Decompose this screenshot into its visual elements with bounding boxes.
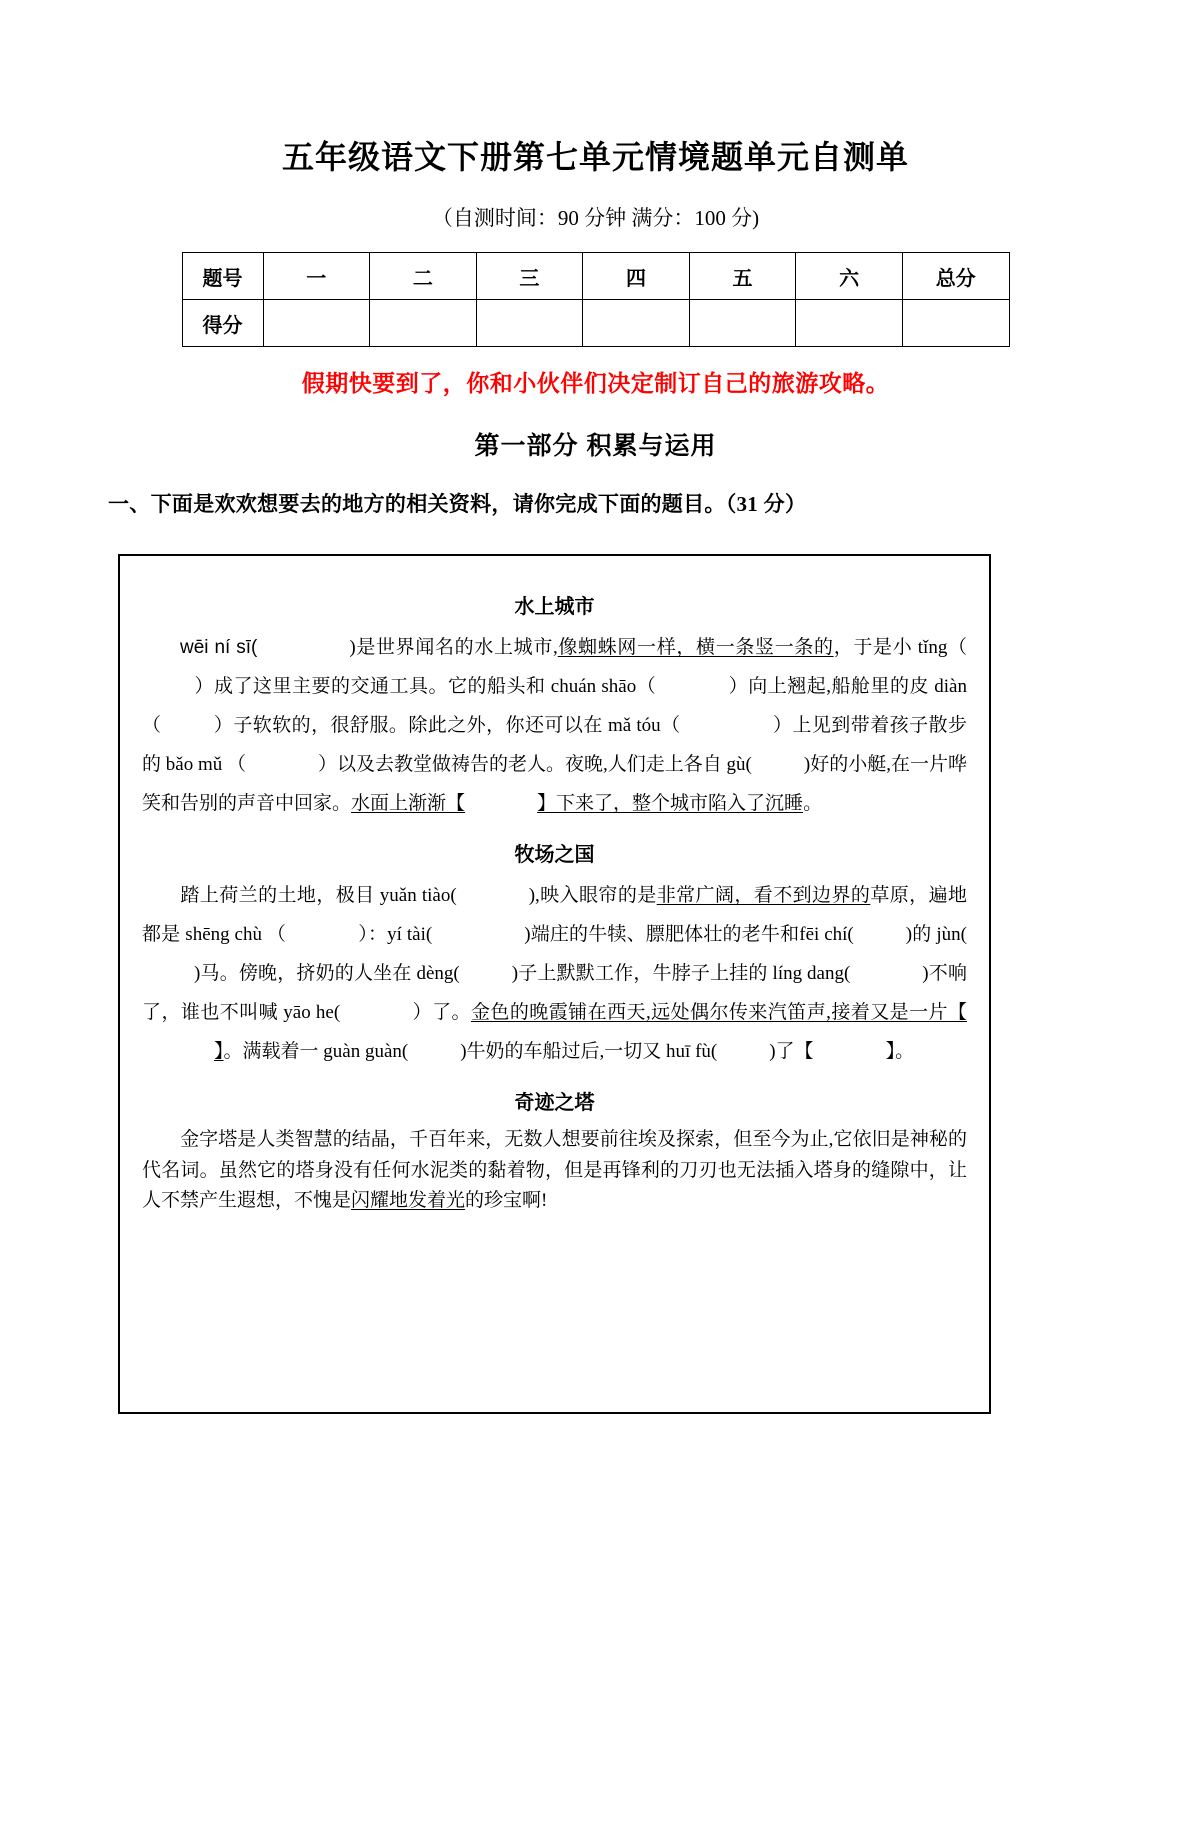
text-run: ）以及去教堂做祷告的老人。 xyxy=(317,754,566,776)
text-run: ）上见到带着孩子散步的 bǎo mǔ （ xyxy=(142,715,967,776)
score-cell-5[interactable] xyxy=(689,300,796,347)
text-run: 草原，遍地都是 shēng chù （ xyxy=(142,885,967,946)
material-section-body-2 xyxy=(142,877,967,1072)
text-run: ),映入眼帘的是 xyxy=(528,885,657,907)
material-section-body-3 xyxy=(142,1125,967,1217)
underlined-phrase: 】下来了，整个城市陷入了沉睡 xyxy=(537,793,804,815)
text-run: )端庄的牛犊、膘肥体壮的老牛和 xyxy=(524,924,800,946)
underlined-phrase: 非常广阔，看不到边界的 xyxy=(656,885,871,907)
table-row xyxy=(182,253,1009,300)
text-run: （ xyxy=(660,715,681,737)
question-one-text: 一、下面是欢欢想要去的地方的相关资料，请你完成下面的题目。（31 分） xyxy=(108,492,807,517)
score-cell-6[interactable] xyxy=(796,300,903,347)
text-run: )牛奶 xyxy=(460,1040,505,1062)
col-header-5: 五 xyxy=(689,253,796,300)
page-title: 五年级语文下册第七单元情境题单元自测单 xyxy=(281,139,909,175)
row-label-score: 得分 xyxy=(182,300,263,347)
text-run: )子上默默工作，牛脖子 xyxy=(511,962,711,984)
text-run: 它依旧是神秘的代名词。虽然它的塔身没有任何水泥类的黏着物，但是再锋利的刀刃 xyxy=(142,1128,967,1181)
material-section-title-1: 水上城市 xyxy=(514,596,595,619)
text-run: ）向上翘 xyxy=(728,676,807,698)
text-run: 也无法插入塔身的缝隙中，让人不禁产生遐想，不愧是 xyxy=(142,1159,967,1212)
row-label-question-number: 题号 xyxy=(182,253,263,300)
col-header-3: 三 xyxy=(476,253,583,300)
text-run: 。满载着一 guàn guàn( xyxy=(223,1040,409,1062)
exam-subtitle: （自测时间：90 分钟 满分：100 分) xyxy=(431,206,760,231)
exam-page xyxy=(0,138,1191,1822)
text-run: ）子软软的，很舒服。除此之外，你还可以在 mǎ tóu xyxy=(213,715,661,737)
text-run: 金字塔是人类智慧的结晶，千百年来，无数人想要前往埃及探索，但至今为止, xyxy=(180,1128,834,1150)
text-run: )马。傍晚，挤奶的人坐在 dèng( xyxy=(194,962,460,984)
text-run: 上挂的 líng dang( xyxy=(710,962,851,984)
col-header-1: 一 xyxy=(263,253,370,300)
text-run: ）：yí tài( xyxy=(358,924,433,946)
score-cell-1[interactable] xyxy=(263,300,370,347)
underlined-phrase: 像蜘蛛网一样，横一条竖一条的 xyxy=(557,637,834,659)
score-cell-total[interactable] xyxy=(902,300,1009,347)
text-run: 起,船舱里的皮 diàn （ xyxy=(142,676,967,737)
material-section-body-1 xyxy=(142,629,967,824)
score-table xyxy=(182,252,1010,347)
text-run: 踏上荷兰的土地，极目 yuǎn tiào( xyxy=(180,885,457,907)
pinyin-weinisi: wēi ní sī( xyxy=(180,637,258,659)
text-run: )的 jùn( xyxy=(905,924,967,946)
text-run: )是世界闻名的水上城市, xyxy=(349,637,558,659)
text-run: ，于是 xyxy=(833,637,893,659)
text-run: ）了。 xyxy=(412,1001,471,1023)
text-run: ）成了这里主要的交通工具。它的船头和 chuán shāo（ xyxy=(194,676,657,698)
bracket-close: 】 xyxy=(214,1040,224,1062)
underlined-phrase: 金色的晚霞铺在西 xyxy=(470,1001,627,1023)
text-run: 夜晚,人们走上各自 gù( xyxy=(565,754,752,776)
text-run: )了【 xyxy=(769,1040,814,1062)
col-header-total: 总分 xyxy=(902,253,1009,300)
scenario-prompt: 假期快要到了，你和小伙伴们决定制订自己的旅游攻略。 xyxy=(301,371,890,397)
underlined-phrase: 水面上渐渐 xyxy=(351,793,447,815)
text-run: 小 tǐng（ xyxy=(892,637,967,659)
score-cell-2[interactable] xyxy=(370,300,477,347)
material-box xyxy=(118,554,991,1414)
material-section-title-2: 牧场之国 xyxy=(514,844,595,867)
text-run: )好的小艇,在一片哗笑和告别的声音中回家。 xyxy=(142,754,967,815)
score-cell-4[interactable] xyxy=(583,300,690,347)
material-section-title-3: 奇迹之塔 xyxy=(514,1091,595,1114)
text-run: fēi chí( xyxy=(799,924,854,946)
underlined-phrase: 天,远处偶尔传来汽笛声,接着又是一片【 xyxy=(626,1001,967,1023)
text-run: 的珍宝啊! xyxy=(465,1190,548,1212)
text-run: 。 xyxy=(803,793,823,815)
col-header-2: 二 xyxy=(370,253,477,300)
text-run: 】。 xyxy=(885,1040,915,1062)
text-run: )不响了，谁也不叫喊 yāo he( xyxy=(142,962,967,1023)
table-row xyxy=(182,300,1009,347)
text-run: 的车船过后,一切又 huī fù( xyxy=(504,1040,718,1062)
col-header-4: 四 xyxy=(583,253,690,300)
part-one-heading: 第一部分 积累与运用 xyxy=(474,432,717,461)
col-header-6: 六 xyxy=(796,253,903,300)
underlined-phrase: 闪耀地发着光 xyxy=(351,1190,466,1212)
score-cell-3[interactable] xyxy=(476,300,583,347)
bracket-open: 【 xyxy=(446,793,466,815)
